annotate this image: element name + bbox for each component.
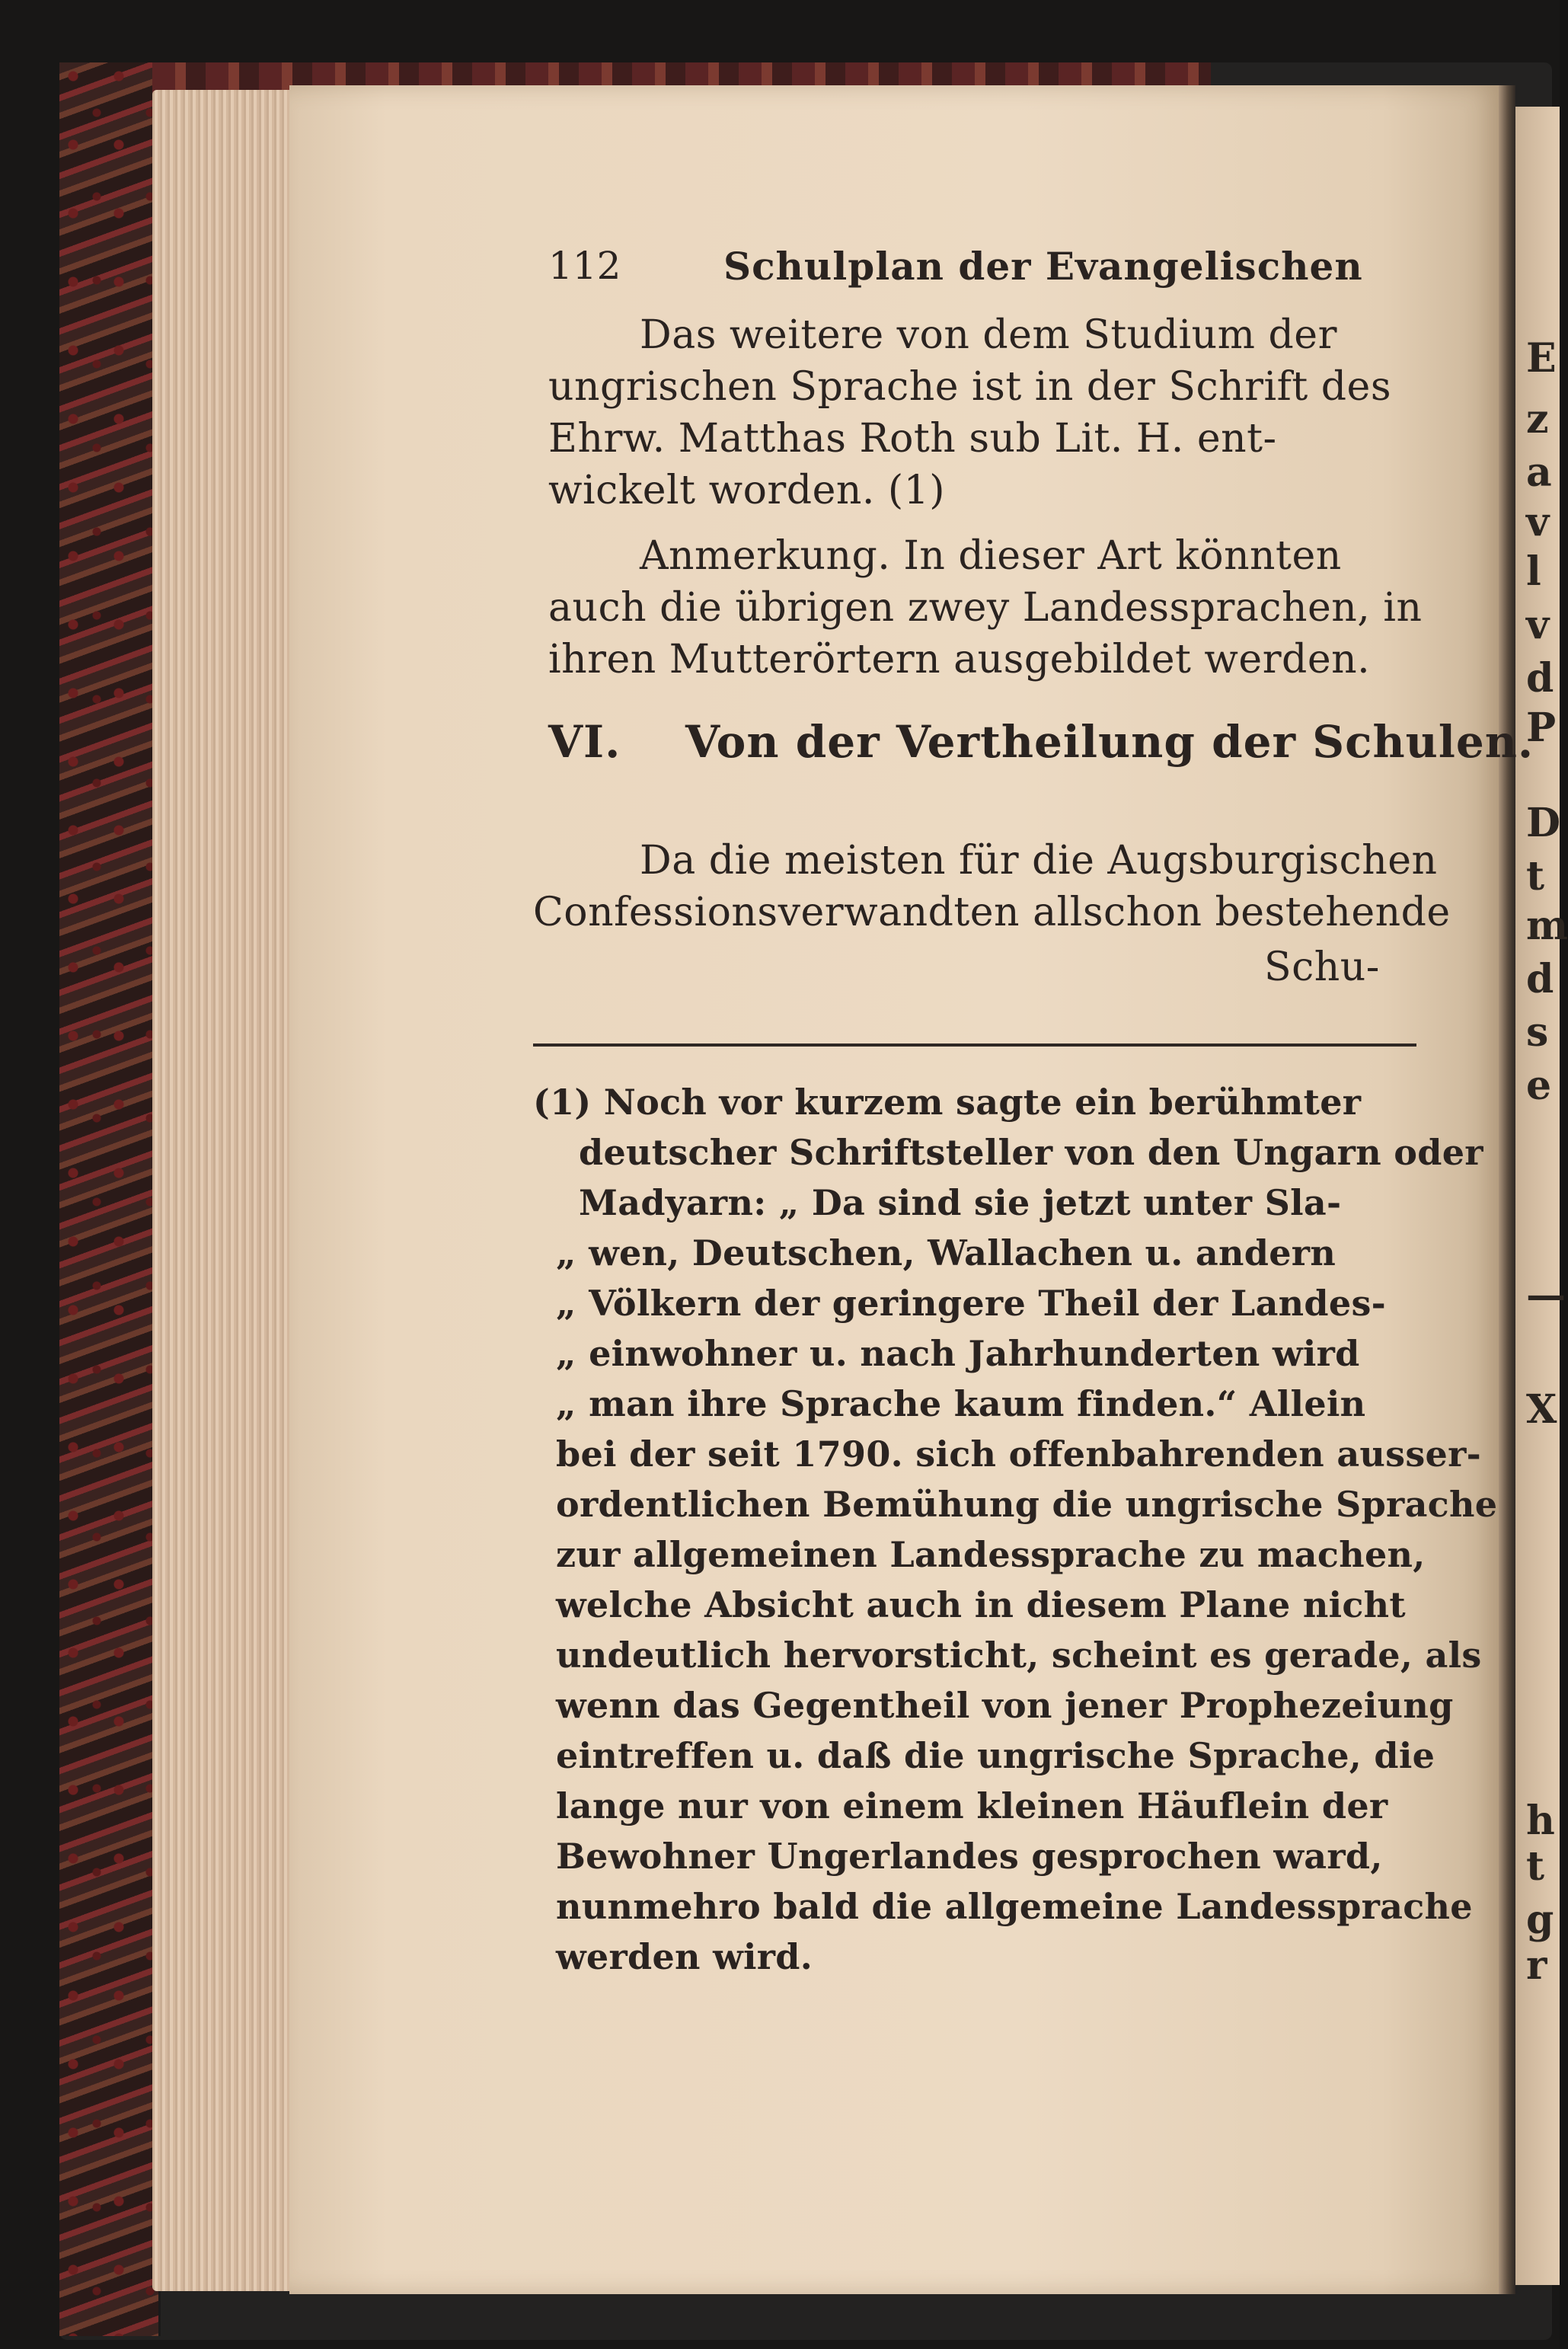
next-page-fragment: X (1526, 1386, 1557, 1433)
next-page-fragment: l (1526, 548, 1541, 595)
running-head: Schulplan der Evangelischen (723, 244, 1363, 289)
footnote-line: „ einwohner u. nach Jahrhunderten wird (556, 1333, 1360, 1374)
next-page-fragment: m (1526, 903, 1568, 949)
next-page-fragment: — (1526, 1272, 1566, 1318)
next-page-fragment: e (1526, 1063, 1552, 1109)
remark-line: ihren Mutterörtern ausgebildet werden. (548, 637, 1371, 682)
next-page-fragment: h (1526, 1798, 1555, 1844)
footnote-line: bei der seit 1790. sich offenbahrenden ausser- (556, 1433, 1482, 1475)
page-number: 112 (548, 244, 621, 288)
paragraph-line: Confessionsverwandten allschon bestehende (533, 890, 1451, 935)
next-page-fragment: d (1526, 956, 1554, 1002)
page-edges (152, 90, 297, 2291)
next-page-fragment: a (1526, 449, 1552, 496)
marbled-board (59, 62, 161, 2336)
section-title: Von der Vertheilung der Schulen. (685, 716, 1534, 768)
footnote-line: „ Völkern der geringere Theil der Landes- (556, 1283, 1387, 1324)
remark-line: Anmerkung. In dieser Art könnten (640, 533, 1342, 579)
next-page-fragment: t (1526, 853, 1545, 900)
next-page-fragment: t (1526, 1843, 1545, 1890)
footnote-line: ordentlichen Bemühung die ungrische Sprache (556, 1484, 1498, 1525)
section-numeral: VI. (548, 716, 621, 768)
footnote-line: Madyarn: „ Da sind sie jetzt unter Sla- (579, 1182, 1342, 1223)
footnote-line: zur allgemeinen Landessprache zu machen, (556, 1534, 1426, 1575)
next-page-fragment: v (1526, 499, 1550, 545)
gutter (1499, 85, 1515, 2294)
paragraph-line: ungrischen Sprache ist in der Schrift des (548, 364, 1392, 410)
footnote-line: wenn das Gegentheil von jener Prophezeiung (556, 1685, 1454, 1726)
next-page-fragment: s (1526, 1009, 1549, 1056)
next-page-fragment: d (1526, 655, 1554, 702)
footnote-line: undeutlich hervorsticht, scheint es gerade, als (556, 1635, 1482, 1676)
remark-line: auch die übrigen zwey Landessprachen, in (548, 585, 1423, 631)
footnote-line: „ wen, Deutschen, Wallachen u. andern (556, 1232, 1336, 1274)
catchword: Schu- (1264, 944, 1380, 990)
footnote-line: (1) Noch vor kurzem sagte ein berühmter (533, 1082, 1362, 1123)
paragraph-line: Da die meisten für die Augsburgischen (640, 838, 1438, 884)
next-page-fragment: P (1526, 705, 1557, 751)
next-page-fragment: E (1526, 335, 1557, 382)
next-page-fragment: g (1526, 1897, 1554, 1943)
footnote-line: werden wird. (556, 1936, 813, 1977)
footnote-rule (533, 1043, 1416, 1047)
footnote-line: Bewohner Ungerlandes gesprochen ward, (556, 1836, 1383, 1877)
next-page-fragment: v (1526, 602, 1550, 648)
paragraph-line: Das weitere von dem Studium der (640, 312, 1337, 358)
paragraph-line: Ehrw. Matthas Roth sub Lit. H. ent- (548, 416, 1277, 462)
next-page-fragment: r (1526, 1942, 1547, 1989)
footnote-line: nunmehro bald die allgemeine Landessprache (556, 1886, 1473, 1927)
next-page-fragment: z (1526, 396, 1549, 443)
paragraph-line: wickelt worden. (1) (548, 468, 946, 513)
footnote-line: lange nur von einem kleinen Häuflein der (556, 1785, 1388, 1826)
footnote-line: „ man ihre Sprache kaum finden.“ Allein (556, 1383, 1366, 1424)
footnote-line: welche Absicht auch in diesem Plane nicht (556, 1584, 1406, 1625)
next-page-fragment: D (1526, 800, 1561, 846)
footnote-line: deutscher Schriftsteller von den Ungarn oder (579, 1132, 1483, 1173)
footnote-line: eintreffen u. daß die ungrische Sprache, die (556, 1735, 1435, 1776)
